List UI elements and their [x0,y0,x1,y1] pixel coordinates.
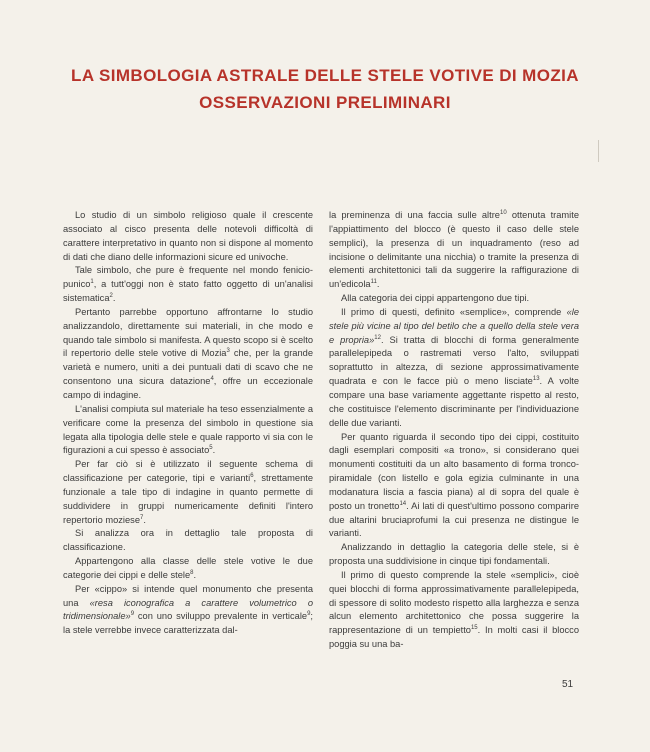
italic-quote: «le stele più vicine al tipo del betilo che a quello della stele vera e propria» [329,306,579,345]
paragraph: Per far ciò si è utilizzato il seguente schema di classificazione per categorie, tipi e varianti$^6$, strettamente funzionale a tale tipo di indagine in quanto permette di suddividere in gruppi numericamente definiti l'intero repertorio moziese$^7$. [63,459,313,525]
paragraph: la preminenza di una faccia sulle altre$^{10}$ ottenuta tramite l'appiattimento del blocco (è questo il caso delle stele semplici), la presenza di un inquadramento (reso ad incisione o delimitante una nicchia) o tramite la presenza di elementi architettonici tali da suggerire la raffigurazione di un'edicola$^{11}$. [329,209,579,290]
paragraph: Il primo di questo comprende la stele «semplici», cioè quei blocchi di forma approssimativamente parallelepipeda, di spessore di solito modesto rispetto alla larghezza e senza alcun elemento architettonico che possa suggerire la rappresentazione di un tempietto$^{15}$. In molti casi il blocco poggia su una ba- [329,569,579,650]
footnote-ref: 9 [130,611,135,618]
title-line-1: LA SIMBOLOGIA ASTRALE DELLE STELE VOTIVE DI MOZIA [71,66,579,85]
italic-quote: «resa iconografica a carattere volumetrico o tridimensionale» [63,597,313,622]
paragraph: Pertanto parrebbe opportuno affrontarne lo studio analizzandolo, direttamente sui materiali, in che modo e quando tale simbolo si manifesta. A questo scopo si è scelto il repertorio delle stele votive di Mozia$^3$ che, per la grande varietà e numero, uniti a dei puntuali dati di scavo che ne consentono una sicura datazione$^4$, offre un eccezionale campo di indagine. [63,306,313,400]
page-number: 51 [562,679,574,690]
right-column [329,209,579,652]
scan-mark [598,140,599,162]
paragraph: Lo studio di un simbolo religioso quale il crescente associato al cisco presenta delle notevoli difficoltà di carattere interpretativo in quanto non si dispone al momento di dati che diano delle informazioni sicure ed univoche. [63,210,313,262]
footnote-ref: 8 [190,569,194,576]
footnote-ref: 2 [109,292,113,299]
footnote-ref: 9 [307,611,311,618]
paragraph: Si analizza ora in dettaglio tale proposta di classificazione. [63,528,313,553]
paragraph: Tale simbolo, che pure è frequente nel mondo fenicio-punico$^1$, a tutt'oggi non è stato fatto oggetto di un'analisi sistematica$^2$. [63,265,313,304]
paragraph: Appartengono alla classe delle stele votive le due categorie dei cippi e delle stele$^8$. [63,556,313,580]
paragraph: Il primo di questi, definito «semplice», comprende «le stele più vicine al tipo del betilo che a quello della stele vera e propria»$^{12}$. Si tratta di blocchi di forma generalmente parallelepipeda o rastremati verso l'alto, sviluppati soprattutto in altezza, di sezione approssimativamente quadrata e con le facce più o meno lisciate$^{13}$. A volte compare una base variamente aggettante rispetto al resto, che costituisce l'elemento discriminante per l'individuazione delle due varianti. [329,306,580,428]
left-column [63,209,313,638]
footnote-ref: 14 [399,500,407,507]
footnote-ref: 11 [370,279,377,286]
footnote-ref: 5 [209,445,213,452]
footnote-ref: 6 [250,472,254,479]
footnote-ref: 1 [90,279,94,286]
footnote-ref: 15 [470,625,478,632]
footnote-ref: 10 [499,209,507,216]
paragraph: Per quanto riguarda il secondo tipo dei cippi, costituito dagli esemplari compositi «a trono», si considerano quei monumenti costituiti da un alto basamento di forma tronco-piramidale (con listello e gola egizia culminante in una modanatura liscia a fascia piana) al di sopra del quale è posto un tronetto$^{14}$. Ai lati di quest'ultimo possono comparire due altarini bruciaprofumi la cui presenza ne distingue le varianti. [329,431,579,539]
paragraph: L'analisi compiuta sul materiale ha teso essenzialmente a verificare come la presenza del simbolo in questione sia legata alla tipologia delle stele e quale rapporto vi sia con le figurazioni a cui spesso è associato$^5$. [63,403,313,456]
title-line-2: OSSERVAZIONI PRELIMINARI [199,93,451,112]
paragraph: Alla categoria dei cippi appartengono due tipi. [341,293,530,304]
footnote-ref: 3 [226,348,230,355]
paragraph: Per «cippo» si intende quel monumento che presenta una «resa iconografica a carattere volumetrico o tridimensionale»$^9$ con uno sviluppo prevalente in verticale$^9$; la stele verrebbe invece caratterizzata dal- [63,583,313,636]
footnote-ref: 4 [210,376,214,383]
paragraph: Analizzando in dettaglio la categoria delle stele, si è proposta una suddivisione in cinque tipi fondamentali. [329,542,579,567]
footnote-ref: 13 [532,376,540,383]
footnote-ref: 12 [374,334,381,341]
article-title [40,62,610,116]
footnote-ref: 7 [140,514,144,521]
